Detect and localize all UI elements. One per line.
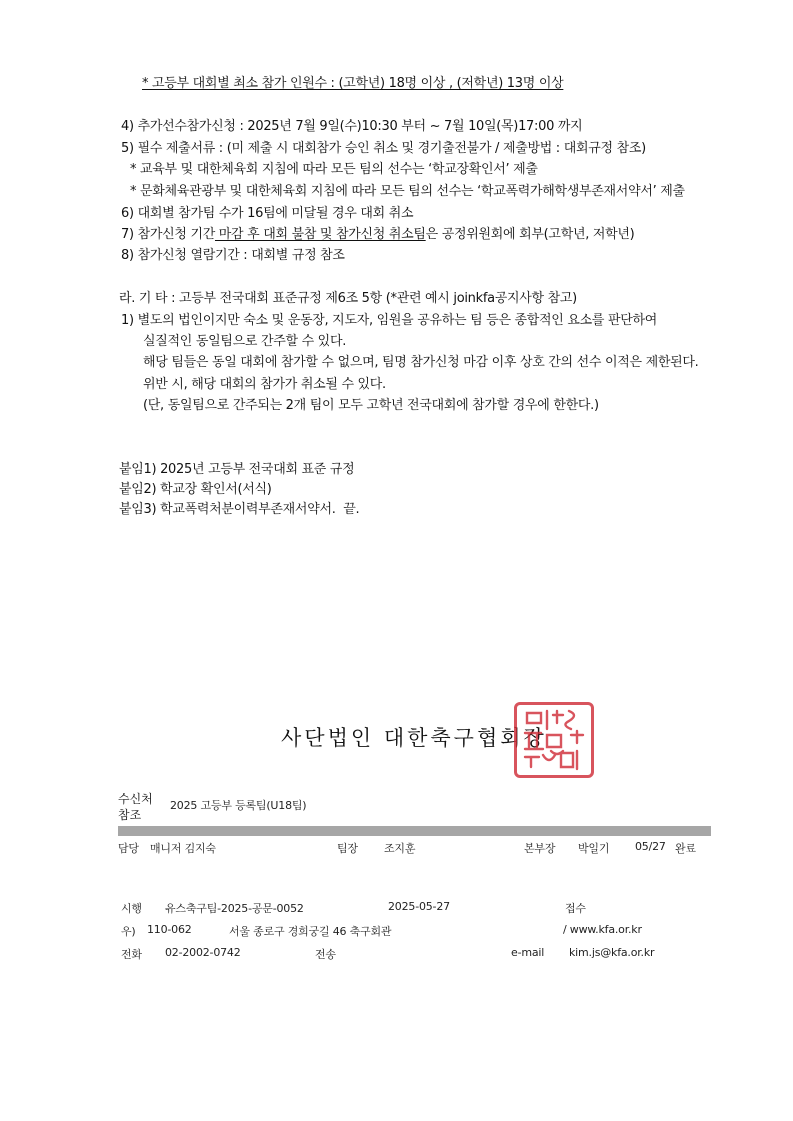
min-players-note: * 고등부 대회별 최소 참가 인원수 : (고학년) 18명 이상 , (저학년) 13명 이상 [142,76,564,91]
item-4-additional-registration: 4) 추가선수참가신청 : 2025년 7월 9일(수)10:30 부터 ~ 7월 10일(목)17:00 까지 [121,119,583,134]
team-lead-value: 조지훈 [384,842,416,855]
enforce-label: 시행 [121,902,142,915]
dept-head-value: 박일기 [578,842,610,855]
phone-number: 02-2002-0742 [165,946,241,959]
item-8-viewing-period: 8) 참가신청 열람기간 : 대회별 규정 참조 [121,248,345,263]
attachment-1: 붙임1) 2025년 고등부 전국대회 표준 규정 [119,462,355,477]
approval-date: 05/27 [635,840,666,853]
email-label: e-mail [511,946,545,959]
fax-label: 전송 [315,948,336,961]
official-seal [514,702,594,778]
item-5-required-documents: 5) 필수 제출서류 : (미 제출 시 대회참가 승인 취소 및 경기출전불가 / 제출방법 : 대회규정 참조) [121,141,646,156]
attachment-2: 붙임2) 학교장 확인서(서식) [119,482,272,497]
item-7-underlined: 마감 후 대회 불참 및 참가신청 취소팀 [214,227,426,242]
staff-label: 담당 [118,842,139,855]
etc-item-1-line-1: 1) 별도의 법인이지만 숙소 및 운동장, 지도자, 임원을 공유하는 팀 등은 종합적인 요소를 판단하여 [121,313,658,328]
divider-bar [118,826,711,836]
phone-label: 전화 [121,948,142,961]
item-7-part-c: 은 공정위원회에 회부(고학년, 저학년) [425,227,635,242]
recipient-value: 2025 고등부 등록팀(U18팀) [170,799,307,812]
item-5-note-1: * 교육부 및 대한체육회 지침에 따라 모든 팀의 선수는 ‘학교장확인서’ 제출 [130,162,538,177]
approval-status: 완료 [675,842,696,855]
issuer-org-name: 사단법인 대한축구협회장 [281,726,547,750]
etc-item-1-line-2: 실질적인 동일팀으로 간주할 수 있다. [143,334,347,349]
attachment-3 [119,501,359,518]
postal-code: 110-062 [147,923,192,936]
item-7-penalty [121,226,634,243]
staff-value: 매니저 김지숙 [150,842,216,855]
etc-heading: 라. 기 타 : 고등부 전국대회 표준규정 제6조 5항 (*관련 예시 joinkfa공지사항 참고) [119,291,577,306]
reference-label: 참조 [118,808,142,822]
recipient-label: 수신처 [118,792,153,806]
end-mark: 끝. [343,502,360,517]
receipt-label: 접수 [565,902,586,915]
attachment-3-label: 붙임3) 학교폭력처분이력부존재서약서. [119,502,336,517]
website-link[interactable]: / www.kfa.or.kr [563,923,642,936]
item-6-cancel-condition: 6) 대회별 참가팀 수가 16팀에 미달될 경우 대회 취소 [121,206,414,221]
postal-label: 우) [121,925,136,938]
doc-number: 유스축구팀-2025-공문-0052 [165,902,304,915]
item-5-note-2: * 문화체육관광부 및 대한체육회 지침에 따라 모든 팀의 선수는 ‘학교폭력가해학생부존재서약서’ 제출 [130,184,685,199]
etc-item-1-line-5: (단, 동일팀으로 간주되는 2개 팀이 모두 고학년 전국대회에 참가할 경우에 한한다.) [143,398,599,413]
address: 서울 종로구 경희궁길 46 축구회관 [229,925,392,938]
enforce-date: 2025-05-27 [388,900,450,913]
email-link[interactable]: kim.js@kfa.or.kr [569,946,655,959]
team-lead-label: 팀장 [337,842,358,855]
etc-item-1-line-4: 위반 시, 해당 대회의 참가가 취소될 수 있다. [143,377,386,392]
dept-head-label: 본부장 [524,842,556,855]
etc-item-1-line-3: 해당 팀들은 동일 대회에 참가할 수 없으며, 팀명 참가신청 마감 이후 상호 간의 선수 이적은 제한된다. [143,355,699,370]
item-7-part-a: 7) 참가신청 기간 [121,227,215,242]
seal-graphic [517,705,591,775]
